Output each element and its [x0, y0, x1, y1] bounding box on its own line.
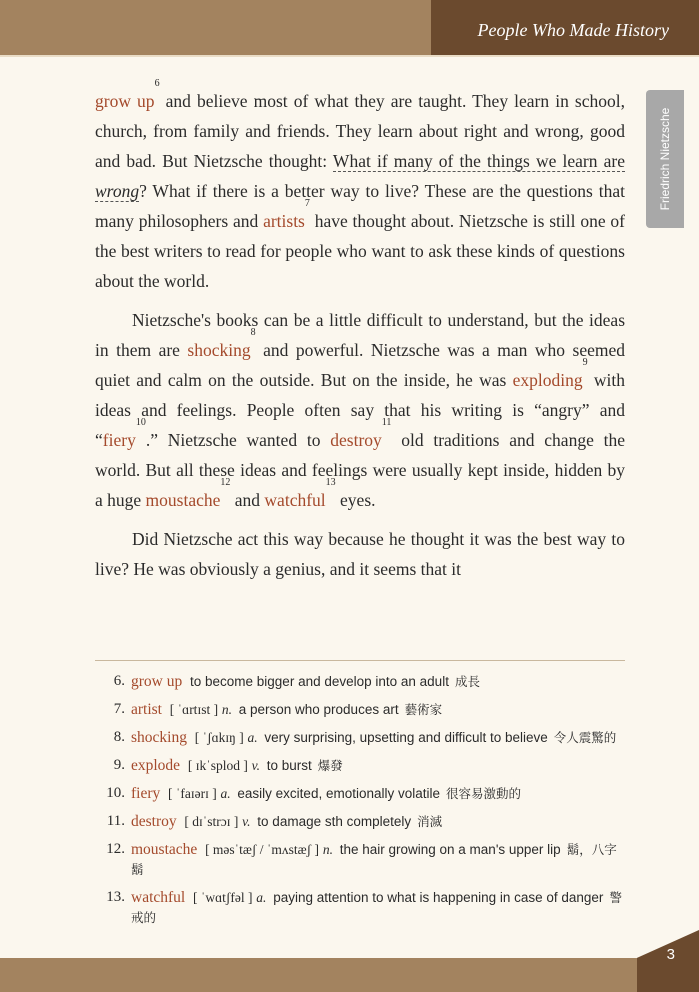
vocab-word: artists — [263, 211, 305, 231]
note-part-of-speech: a. — [256, 890, 267, 905]
note-item — [95, 700, 625, 720]
main-text — [95, 78, 626, 593]
note-item — [95, 672, 625, 692]
text-run: eyes. — [335, 490, 376, 510]
text-run: and believe most of what they are taught. They learn in school, church, from family and friends. They learn about right and wrong, good and bad. But Nietzsche thought: — [95, 91, 625, 171]
text-run: Nietzsche's books can be a little difficult to understand, but the ideas in them are — [95, 310, 625, 360]
footnote-ref: 12 — [220, 477, 231, 488]
note-number: 12. — [106, 841, 125, 857]
note-definition: a person who produces art — [238, 702, 399, 717]
note-definition: paying attention to what is happening in case of danger — [273, 890, 604, 905]
footnote-ref: 6 — [154, 78, 160, 89]
note-number: 6. — [113, 673, 125, 689]
footnote-ref: 11 — [381, 417, 392, 428]
text-run: What if many of the things we learn are — [332, 151, 625, 171]
note-word: destroy — [131, 813, 177, 830]
note-word: artist — [131, 701, 162, 718]
chapter-side-tab — [646, 90, 684, 228]
note-part-of-speech: n. — [221, 702, 232, 717]
note-pronunciation: [ ˈɑrtɪst ] — [169, 702, 219, 717]
note-number: 13. — [106, 889, 125, 905]
footnote-ref: 7 — [304, 198, 310, 209]
note-word: explode — [131, 757, 181, 774]
vocab-word: watchful — [264, 490, 326, 510]
footnote-divider — [95, 660, 625, 661]
vocab-word: destroy — [330, 430, 382, 450]
note-item — [95, 728, 625, 748]
header-tab — [431, 0, 699, 55]
note-part-of-speech: v. — [242, 814, 251, 829]
emphasis-text: wrong — [95, 181, 140, 201]
vocab-word: shocking — [187, 340, 251, 360]
note-translation: 很容易激動的 — [446, 787, 522, 801]
note-translation: 爆發 — [317, 759, 343, 773]
note-translation: 令人震驚的 — [553, 731, 617, 745]
note-number: 7. — [113, 701, 125, 717]
note-number: 11. — [106, 813, 125, 829]
paragraph-1 — [95, 78, 625, 296]
note-number: 9. — [113, 757, 125, 773]
note-pronunciation: [ ˈʃɑkɪŋ ] — [194, 730, 244, 745]
page-number: 3 — [666, 946, 675, 963]
note-word: shocking — [131, 729, 187, 746]
footer-bar — [0, 958, 699, 992]
footnote-ref: 13 — [325, 477, 336, 488]
note-definition: to damage sth completely — [257, 814, 412, 829]
paragraph-3: Did Nietzsche act this way because he thought it was the best way to live? He was obviously a genius, and it seems that it — [95, 529, 625, 579]
note-part-of-speech: v. — [251, 758, 260, 773]
note-pronunciation: [ məsˈtæʃ / ˈmʌstæʃ ] — [205, 842, 320, 857]
text-run: and powerful. Nietzsche was a man who seemed quiet and calm on the outside. But on the inside, he was — [95, 340, 626, 390]
vocabulary-notes — [95, 672, 625, 936]
footnote-ref: 9 — [582, 357, 588, 368]
note-number: 8. — [113, 729, 125, 745]
note-translation: 鬍，八字鬍 — [131, 843, 617, 877]
note-definition: easily excited, emotionally volatile — [237, 786, 441, 801]
note-definition: to burst — [266, 758, 312, 773]
note-pronunciation: [ ˈfaɪərɪ ] — [168, 786, 217, 801]
vocab-word: fiery — [102, 430, 136, 450]
text-run: have thought about. Nietzsche is still one of the best writers to read for people who want to ask these kinds of questions about the world. — [95, 211, 625, 291]
text-run: .” Nietzsche wanted to — [145, 430, 331, 450]
note-item — [95, 756, 625, 776]
footnote-ref: 8 — [250, 327, 256, 338]
header-divider — [0, 55, 699, 57]
vocab-word: grow up — [95, 91, 155, 111]
note-definition: very surprising, upsetting and difficult to believe — [264, 730, 548, 745]
text-run: and — [230, 490, 265, 510]
note-part-of-speech: a. — [220, 786, 231, 801]
note-pronunciation: [ ˈwɑtʃfəl ] — [193, 890, 253, 905]
vocab-word: moustache — [145, 490, 221, 510]
vocab-word: exploding — [512, 370, 583, 390]
note-item — [95, 888, 625, 928]
note-definition: to become bigger and develop into an adult — [190, 674, 449, 689]
note-word: watchful — [131, 889, 186, 906]
note-word: moustache — [131, 841, 198, 858]
note-part-of-speech: a. — [247, 730, 258, 745]
note-translation: 消滅 — [417, 815, 443, 829]
footnote-ref: 10 — [135, 417, 146, 428]
note-word: grow up — [131, 673, 183, 690]
text-run: ? What if there is a better way to live? These are the questions that many philosophers and — [95, 181, 625, 231]
note-item — [95, 840, 625, 880]
note-translation: 成長 — [454, 675, 480, 689]
note-pronunciation: [ ɪkˈsplod ] — [187, 758, 248, 773]
note-number: 10. — [106, 785, 125, 801]
note-item — [95, 784, 625, 804]
note-item — [95, 812, 625, 832]
chapter-name: Friedrich Nietzsche — [658, 107, 672, 211]
note-translation: 藝術家 — [404, 703, 443, 717]
text-run: with ideas and feelings. People often say that his writing is “angry” and “ — [95, 370, 625, 450]
note-translation: 警戒的 — [131, 891, 622, 925]
note-word: fiery — [131, 785, 161, 802]
paragraph-2 — [95, 305, 625, 515]
note-pronunciation: [ dɪˈstrɔɪ ] — [184, 814, 239, 829]
text-run: old traditions and change the world. But all these ideas and feelings were usually kept inside, hidden by a huge — [95, 430, 626, 510]
note-part-of-speech: n. — [322, 842, 333, 857]
note-definition: the hair growing on a man's upper lip — [339, 842, 561, 857]
book-title: People Who Made History — [477, 20, 669, 40]
